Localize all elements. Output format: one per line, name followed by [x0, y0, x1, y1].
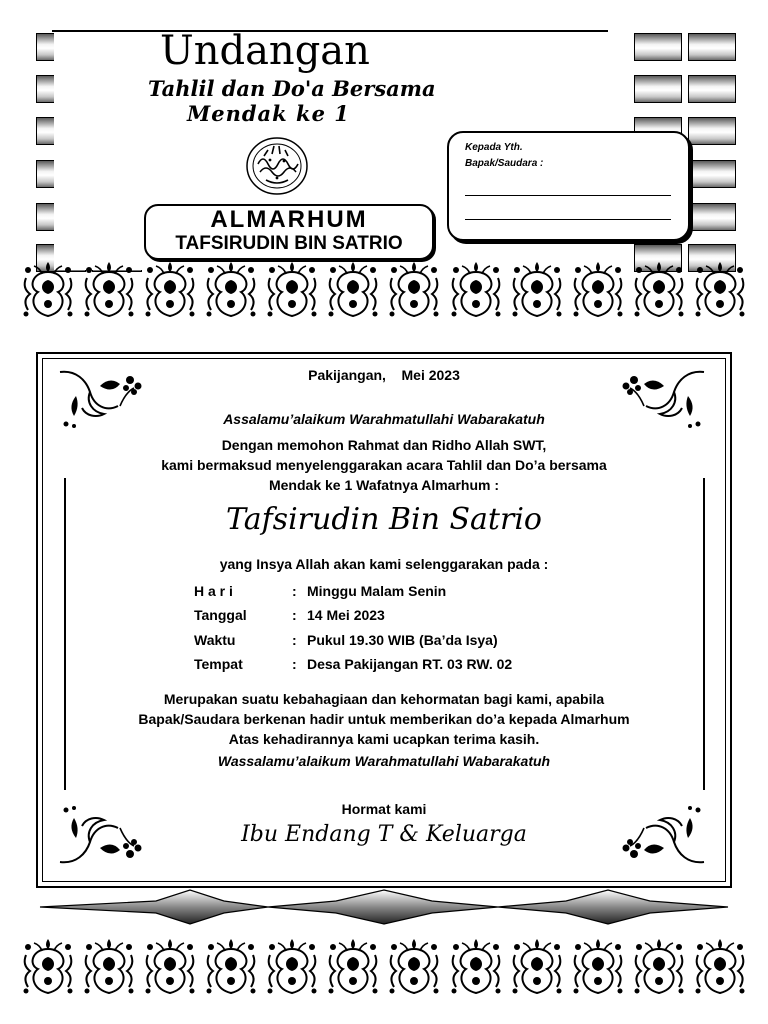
signature-script: Ibu Endang T & Keluarga	[241, 822, 527, 847]
floral-ornament-icon	[448, 935, 504, 997]
floral-ornament-icon	[203, 935, 259, 997]
detail-label: Tanggal	[194, 607, 247, 623]
closing-greeting: Wassalamu’alaikum Warahmatullahi Wabarakatuh	[217, 753, 551, 769]
floral-ornament-icon	[386, 935, 442, 997]
opening-greeting: Assalamu’alaikum Warahmatullahi Wabarakatuh	[223, 411, 545, 427]
floral-ornament-icon	[264, 258, 320, 320]
floral-ornament-icon	[509, 935, 565, 997]
invitation-occasion: Mendak ke 1	[187, 101, 350, 126]
deceased-name-script: Tafsirudin Bin Satrio	[226, 502, 542, 537]
diamond-divider-icon	[40, 890, 728, 924]
detail-value: 14 Mei 2023	[307, 607, 385, 623]
detail-label: Tempat	[194, 656, 243, 672]
detail-label: Waktu	[194, 632, 236, 648]
diamond-divider	[36, 888, 732, 928]
invitation-title: Undangan	[160, 28, 370, 74]
brick-tile	[634, 33, 682, 61]
address-line	[465, 219, 671, 220]
intro-line: Dengan memohon Rahmat dan Ridho Allah SWT,	[221, 437, 547, 453]
floral-ornament-icon	[264, 935, 320, 997]
brick-tile	[688, 117, 736, 145]
floral-ornament-icon	[20, 935, 76, 997]
floral-ornament-icon	[692, 258, 748, 320]
address-box	[447, 131, 690, 241]
floral-ornament-icon	[570, 935, 626, 997]
brick-tile	[688, 33, 736, 61]
floral-ornament-icon	[692, 935, 748, 997]
closing-line: Merupakan suatu kebahagiaan dan kehormatan bagi kami, apabila	[163, 691, 605, 707]
floral-ornament-icon	[448, 258, 504, 320]
invitation-subtitle: Tahlil dan Do'a Bersama	[148, 76, 436, 101]
floral-ornament-icon	[631, 258, 687, 320]
place-date: Pakijangan, Mei 2023	[308, 367, 460, 383]
intro-line: Mendak ke 1 Wafatnya Almarhum :	[268, 477, 500, 493]
floral-ornament-icon	[142, 935, 198, 997]
address-line	[465, 195, 671, 196]
schedule-intro: yang Insya Allah akan kami selenggarakan pada :	[219, 556, 549, 572]
floral-ornament-icon	[81, 935, 137, 997]
ornament-row-bottom	[20, 935, 748, 997]
deceased-banner	[144, 204, 434, 260]
ornament-row-top	[20, 258, 748, 320]
closing-line: Bapak/Saudara berkenan hadir untuk memberikan do’a kepada Almarhum	[138, 711, 630, 727]
deceased-name: TAFSIRUDIN BIN SATRIO	[175, 233, 403, 254]
floral-ornament-icon	[81, 258, 137, 320]
detail-value: Desa Pakijangan RT. 03 RW. 02	[307, 656, 513, 672]
floral-ornament-icon	[142, 258, 198, 320]
floral-ornament-icon	[20, 258, 76, 320]
floral-ornament-icon	[325, 258, 381, 320]
floral-ornament-icon	[325, 935, 381, 997]
intro-line: kami bermaksud menyelenggarakan acara Tahlil dan Do’a bersama	[161, 457, 607, 473]
arabic-calligraphy-icon	[244, 134, 310, 198]
deceased-label: ALMARHUM	[210, 206, 368, 233]
detail-label: H a r i	[194, 583, 233, 599]
brick-tile	[688, 160, 736, 188]
regards-label: Hormat kami	[341, 801, 427, 817]
floral-ornament-icon	[631, 935, 687, 997]
brick-tile	[688, 203, 736, 231]
floral-ornament-icon	[386, 258, 442, 320]
address-to-label: Kepada Yth.	[465, 142, 523, 153]
detail-value: Minggu Malam Senin	[307, 583, 447, 599]
brick-tile	[634, 75, 682, 103]
brick-tile	[688, 75, 736, 103]
detail-value: Pukul 19.30 WIB (Ba’da Isya)	[307, 632, 498, 648]
floral-ornament-icon	[203, 258, 259, 320]
floral-ornament-icon	[570, 258, 626, 320]
closing-line: Atas kehadirannya kami ucapkan terima kasih.	[228, 731, 540, 747]
address-recipient-label: Bapak/Saudara :	[465, 158, 544, 169]
floral-ornament-icon	[509, 258, 565, 320]
